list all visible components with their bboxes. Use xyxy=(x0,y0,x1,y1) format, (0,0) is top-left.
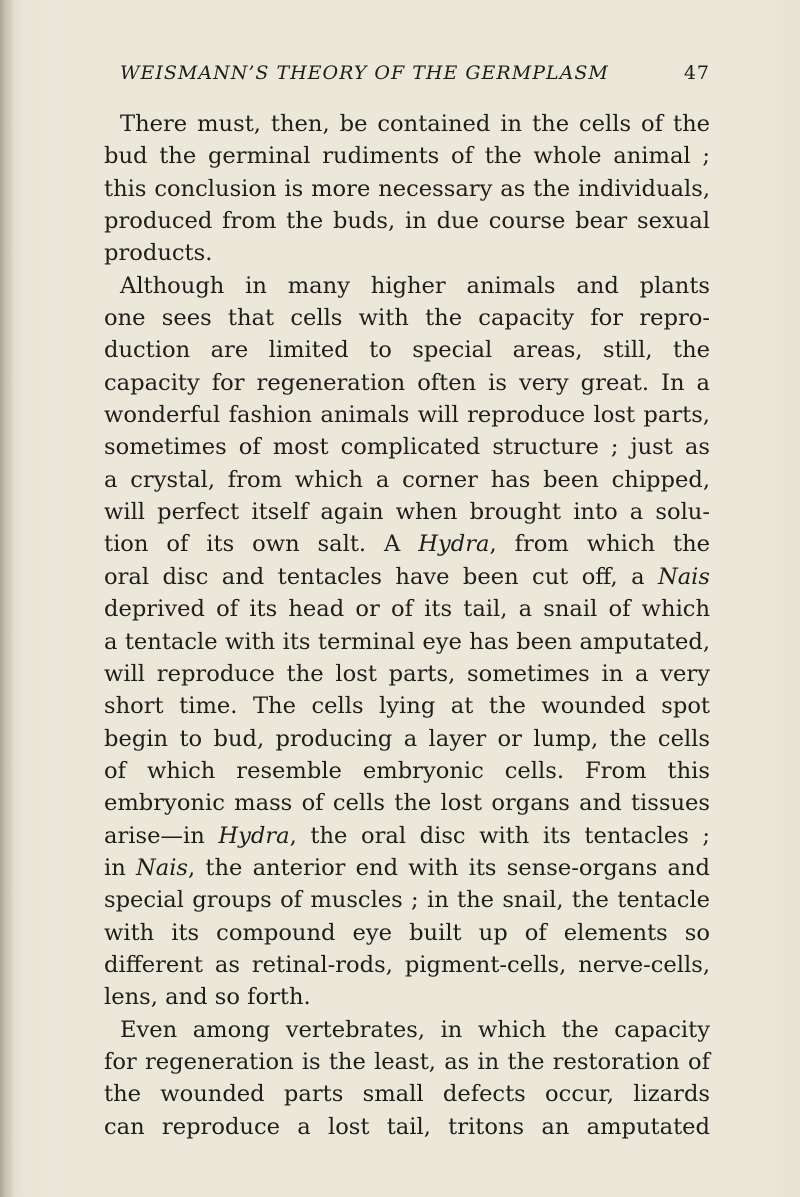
binding-gutter xyxy=(0,0,14,1197)
text-line: wonderful fashion animals will reproduce lost parts, xyxy=(104,402,710,429)
text-line: bud the germinal rudiments of the whole animal ; xyxy=(104,143,710,170)
text-line: arise—in Hydra, the oral disc with its tentacles ; xyxy=(104,822,710,849)
text-line: lens, and so forth. xyxy=(104,984,311,1011)
text-line: oral disc and tentacles have been cut off, a Nais xyxy=(104,563,710,590)
text-line: deprived of its head or of its tail, a snail of which xyxy=(104,596,710,623)
italic-term: Hydra xyxy=(218,822,290,849)
text-line: will reproduce the lost parts, sometimes in a very xyxy=(104,660,710,687)
text-line: a crystal, from which a corner has been chipped, xyxy=(104,466,710,493)
text-line: begin to bud, producing a layer or lump, the cells xyxy=(104,725,710,752)
italic-term: Nais xyxy=(135,854,189,881)
body-text xyxy=(104,108,710,1143)
page-number: 47 xyxy=(683,62,710,84)
text-line: tion of its own salt. A Hydra, from which the xyxy=(104,531,710,558)
text-line: There must, then, be contained in the cells of the xyxy=(120,111,710,137)
text-line: in Nais, the anterior end with its sense-organs and xyxy=(104,854,710,881)
text-line: one sees that cells with the capacity for repro- xyxy=(104,305,710,332)
text-line: this conclusion is more necessary as the individuals, xyxy=(104,175,710,202)
text-line: capacity for regeneration often is very great. In a xyxy=(104,369,710,396)
running-title: WEISMANN’S THEORY OF THE GERMPLASM xyxy=(120,62,609,84)
text-line: special groups of muscles ; in the snail, the tentacle xyxy=(104,887,710,914)
text-line: short time. The cells lying at the wounded spot xyxy=(104,693,710,720)
text-line: Although in many higher animals and plants xyxy=(120,272,710,299)
italic-term: Hydra xyxy=(418,531,490,558)
text-line: embryonic mass of cells the lost organs and tissues xyxy=(104,790,710,817)
text-line: will perfect itself again when brought into a solu- xyxy=(104,499,710,526)
italic-term: Nais xyxy=(657,563,710,590)
text-line: a tentacle with its terminal eye has been amputated, xyxy=(104,628,710,655)
text-line: for regeneration is the least, as in the restoration of xyxy=(104,1048,710,1075)
text-line: the wounded parts small defects occur, lizards xyxy=(104,1081,710,1108)
text-line: with its compound eye built up of elements so xyxy=(104,919,710,946)
text-line: duction are limited to special areas, still, the xyxy=(104,337,710,364)
text-line: products. xyxy=(104,240,213,267)
text-line: sometimes of most complicated structure ; just as xyxy=(104,434,710,461)
running-head xyxy=(104,62,710,92)
text-line: different as retinal-rods, pigment-cells, nerve-cells, xyxy=(104,951,710,978)
text-line: Even among vertebrates, in which the capacity xyxy=(120,1016,710,1043)
text-line: of which resemble embryonic cells. From this xyxy=(104,757,710,784)
text-line: produced from the buds, in due course bear sexual xyxy=(104,208,710,235)
text-line: can reproduce a lost tail, tritons an amputated xyxy=(104,1113,710,1140)
